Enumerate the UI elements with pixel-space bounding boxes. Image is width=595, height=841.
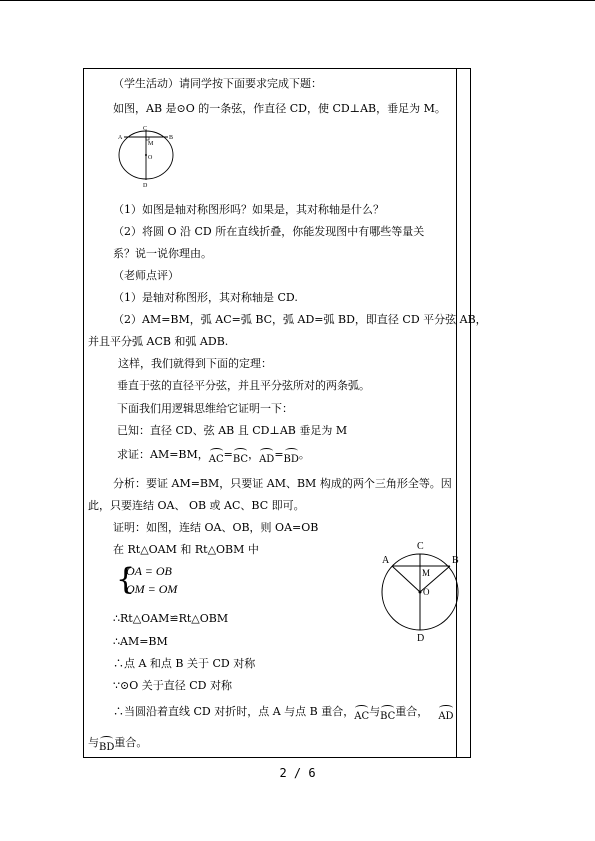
small-circle-diagram: [110, 124, 186, 190]
arc-ad: AD: [259, 448, 274, 468]
arc-bd: BD: [284, 448, 299, 468]
arc-ac: AC: [209, 448, 224, 468]
am-equals-bm: ∴AM=BM: [113, 635, 168, 648]
theorem-intro: 这样，我们就得到下面的定理：: [118, 357, 272, 370]
large-label-m: M: [422, 568, 431, 578]
fold-coincide-1: 重合，: [395, 705, 429, 718]
small-label-m: M: [148, 141, 154, 147]
prove-eq-2: =: [274, 448, 284, 461]
fold-statement-line-1: [113, 701, 454, 721]
equation-oa-ob: OA = OB: [126, 564, 172, 578]
answer-2-line-1: （2）AM=BM，弧 AC=弧 BC，弧 AD=弧 BD，即直径 CD 平分弦 AB，: [113, 313, 487, 326]
prove-eq-1: =: [223, 448, 233, 461]
prove-end: 。: [298, 448, 310, 461]
large-center-dot: [419, 591, 422, 594]
small-label-o: O: [148, 155, 153, 161]
prove-sep: ，: [248, 448, 260, 461]
analysis-line-2: 此，只要连结 OA、 OB 或 AC、BC 即可。: [88, 499, 305, 512]
fold-arc-bc: BC: [380, 705, 395, 725]
circle-symmetry: ∵⊙O 关于直径 CD 对称: [113, 679, 232, 692]
activity-text: （学生活动）请同学按下面要求完成下题：: [113, 77, 322, 90]
equation-om-om: OM = OM: [126, 582, 178, 596]
small-label-d: D: [143, 183, 148, 189]
large-label-d: D: [417, 633, 425, 644]
given-statement: 已知：直径 CD、弦 AB 且 CD⊥AB 垂足为 M: [117, 424, 348, 437]
large-label-a: A: [382, 555, 390, 566]
fold-prefix: ∴当圆沿着直线 CD 对折时，点 A 与点 B 重合，: [113, 705, 355, 718]
small-label-c: C: [143, 126, 148, 132]
answer-1: （1）是轴对称图形，其对称轴是 CD.: [113, 291, 298, 304]
proof-start: 证明：如图，连结 OA、OB，则 OA=OB: [113, 521, 319, 534]
header-rule: [0, 0, 595, 1]
fold-arc-bd: BD: [99, 736, 114, 756]
proof-intro: 下面我们用逻辑思维给它证明一下：: [117, 402, 293, 415]
congruence-statement: ∴Rt△OAM≌Rt△OBM: [113, 612, 229, 625]
table-column-divider: [456, 68, 457, 758]
symmetric-points: ∴点 A 和点 B 关于 CD 对称: [113, 657, 256, 670]
large-label-c: C: [417, 541, 424, 552]
fold-arc-ac: AC: [354, 705, 369, 725]
question-1: （1）如图是轴对称图形吗？如果是，其对称轴是什么？: [113, 203, 384, 216]
answer-2-line-2: 并且平分弧 ACB 和弧 ADB.: [88, 335, 229, 348]
arc-bc: BC: [233, 448, 248, 468]
problem-text: 如图，AB 是⊙O 的一条弦，作直径 CD，使 CD⊥AB，垂足为 M。: [113, 102, 446, 115]
fold-line2-prefix: 与: [88, 736, 99, 749]
question-2-line-1: （2）将圆 O 沿 CD 所在直线折叠，你能发现图中有哪些等量关: [113, 225, 425, 238]
prove-statement: [117, 444, 310, 464]
large-circle-diagram: [378, 536, 464, 644]
small-label-b: B: [169, 135, 174, 141]
left-brace: {: [116, 562, 136, 597]
theorem-statement: 垂直于弦的直径平分弦，并且平分弦所对的两条弧。: [117, 379, 370, 392]
large-segment-oa: [392, 566, 420, 592]
fold-with-1: 与: [369, 705, 381, 718]
small-center-dot: [145, 154, 147, 156]
fold-statement-line-2: [88, 732, 147, 752]
fold-arc-ad: AD: [438, 705, 453, 725]
teacher-comment-heading: （老师点评）: [113, 269, 179, 282]
large-label-b: B: [452, 555, 459, 566]
analysis-line-1: 分析：要证 AM=BM，只要证 AM、BM 构成的两个三角形全等。因: [113, 477, 452, 490]
page-number: 2 / 6: [279, 766, 316, 780]
small-label-a: A: [118, 135, 123, 141]
fold-coincide-2: 重合。: [114, 736, 148, 749]
large-label-o: O: [423, 587, 430, 597]
question-2-line-2: 系？说一说你理由。: [113, 247, 212, 260]
prove-prefix: 求证：AM=BM，: [117, 448, 209, 461]
triangles-statement: 在 Rt△OAM 和 Rt△OBM 中: [113, 543, 259, 556]
